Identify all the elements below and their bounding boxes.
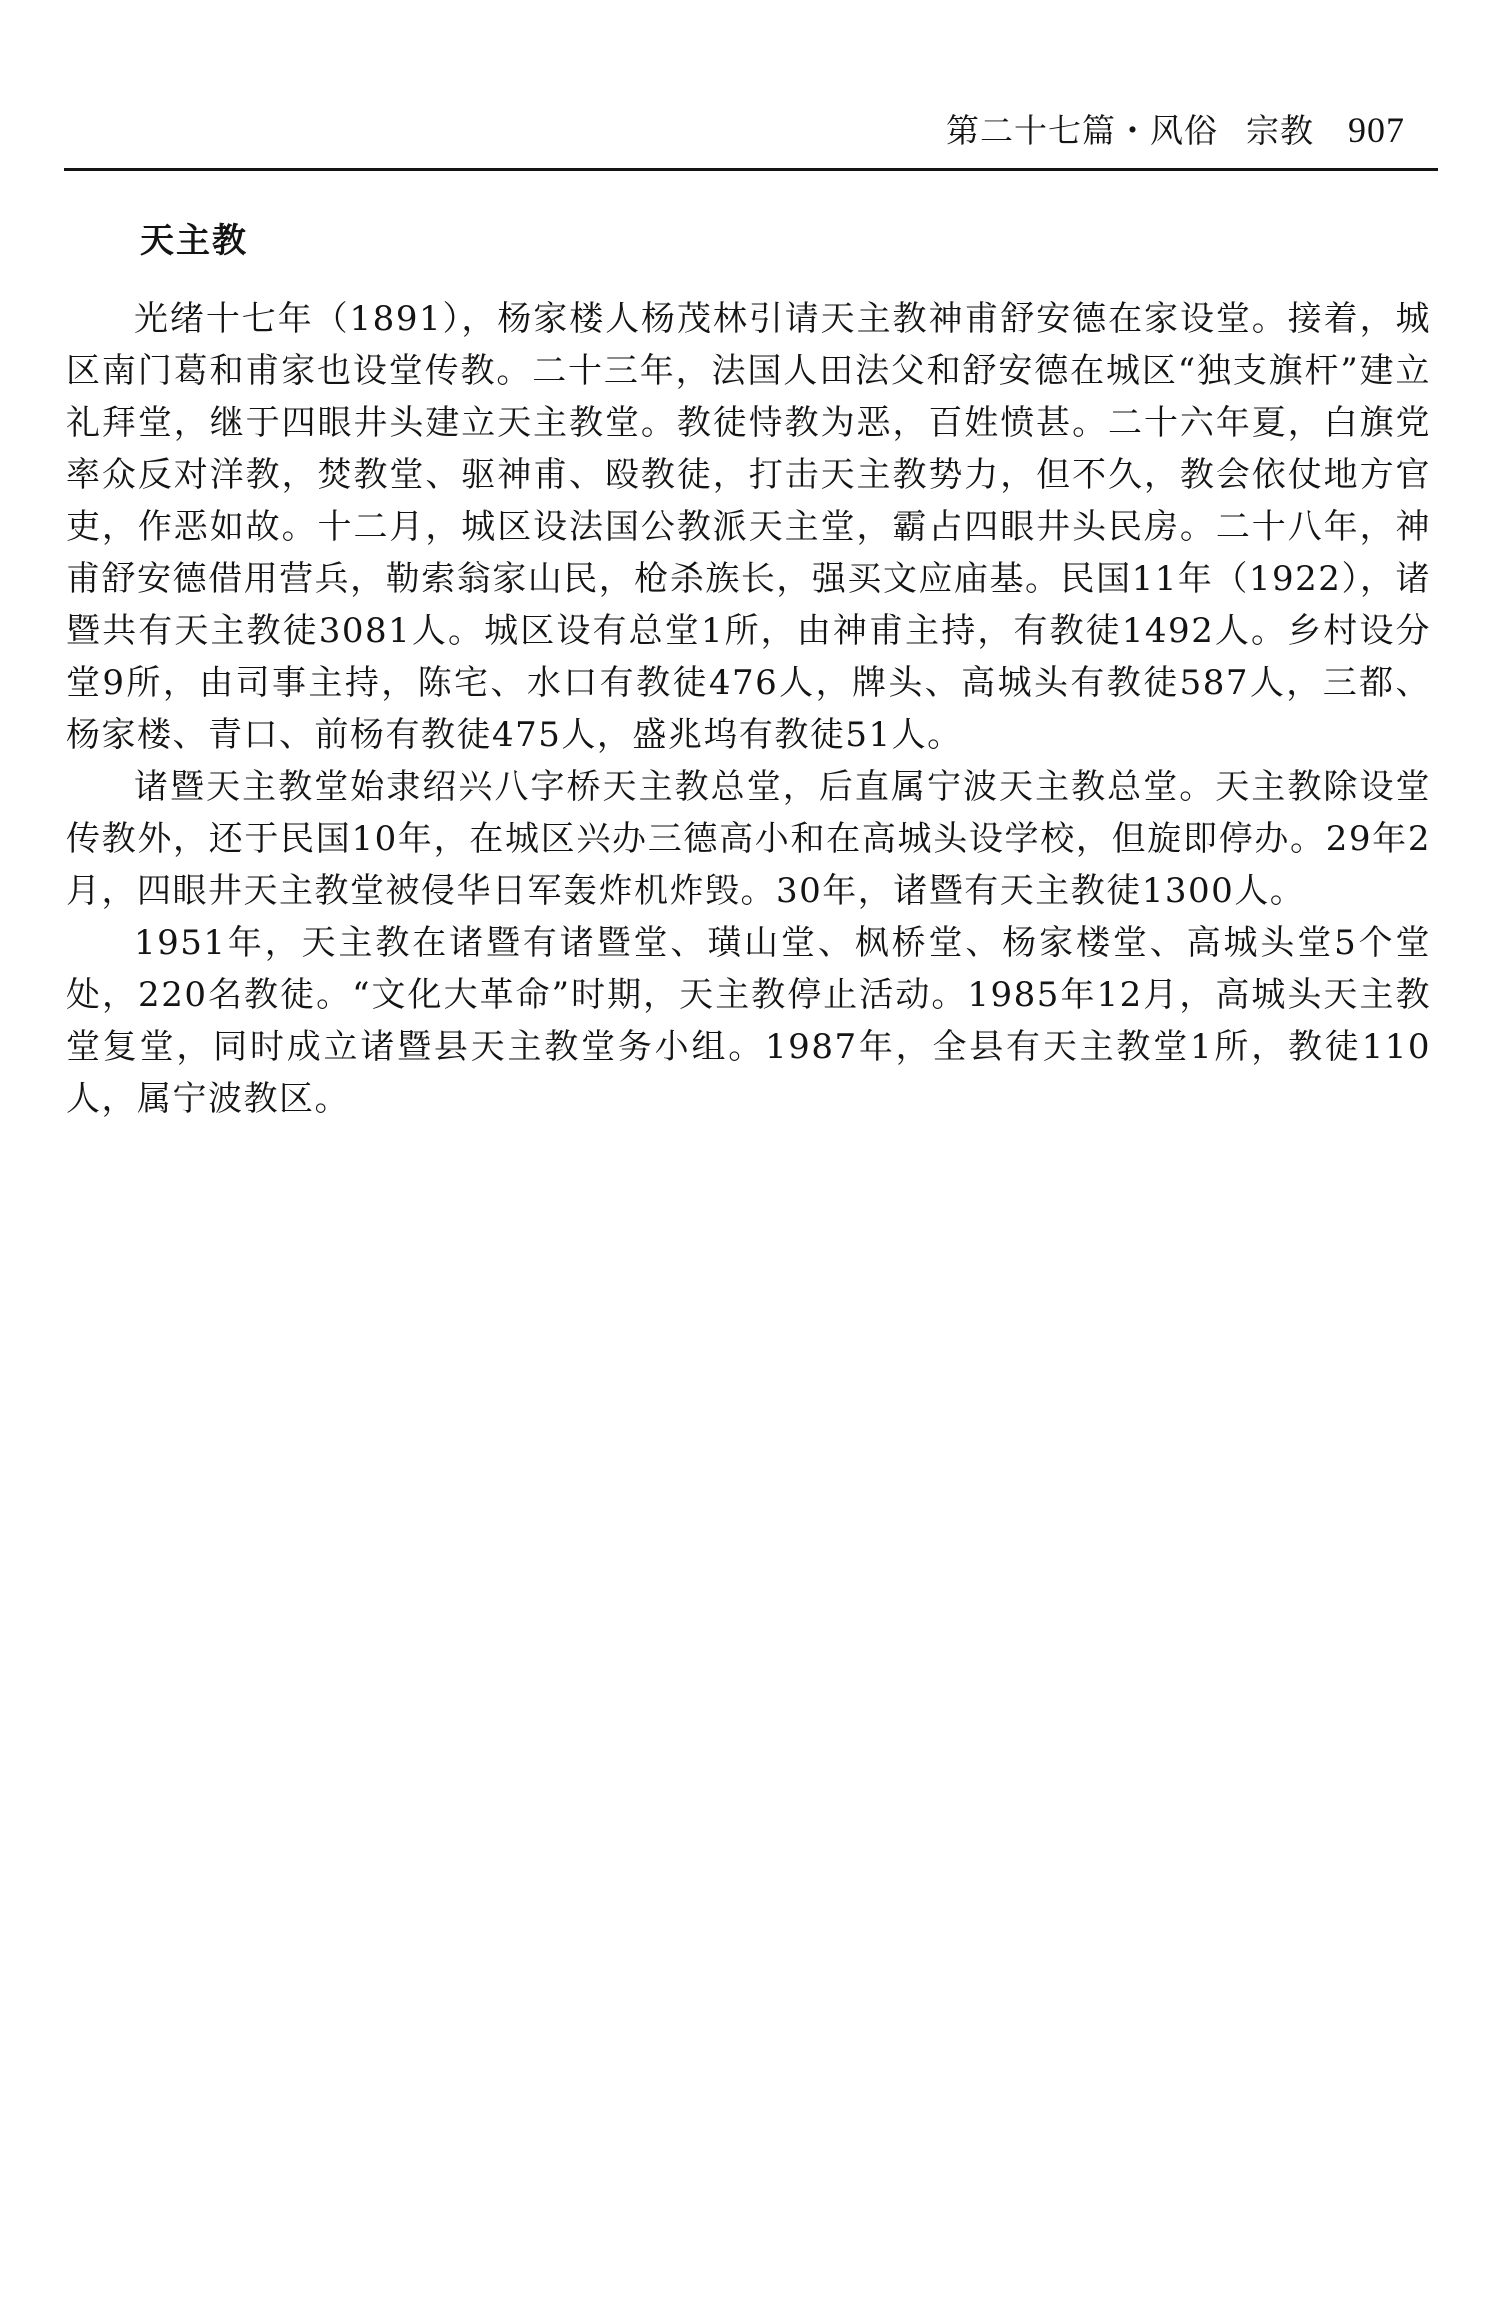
header-section: 宗教 — [1246, 111, 1314, 150]
body-text — [66, 293, 1431, 1125]
paragraph: 诸暨天主教堂始隶绍兴八字桥天主教总堂，后直属宁波天主教总堂。天主教除设堂传教外，还于民国10年，在城区兴办三德高小和在高城头设学校，但旋即停办。29年2月，四眼井天主教堂被侵华日军轰炸机炸毁。30年，诸暨有天主教徒1300人。 — [66, 767, 1431, 911]
section-title: 天主教 — [140, 221, 248, 261]
header-divider — [64, 168, 1438, 171]
header-chapter: 第二十七篇・风俗 — [946, 111, 1218, 150]
paragraph: 1951年，天主教在诸暨有诸暨堂、璜山堂、枫桥堂、杨家楼堂、高城头堂5个堂处，220名教徒。“文化大革命”时期，天主教停止活动。1985年12月，高城头天主教堂复堂，同时成立诸暨县天主教堂务小组。1987年，全县有天主教堂1所，教徒110人，属宁波教区。 — [66, 923, 1431, 1119]
running-header — [946, 112, 1405, 148]
paragraph: 光绪十七年（1891），杨家楼人杨茂林引请天主教神甫舒安德在家设堂。接着，城区南门葛和甫家也设堂传教。二十三年，法国人田法父和舒安德在城区“独支旗杆”建立礼拜堂，继于四眼井头建立天主教堂。教徒恃教为恶，百姓愤甚。二十六年夏，白旗党率众反对洋教，焚教堂、驱神甫、殴教徒，打击天主教势力，但不久，教会依仗地方官吏，作恶如故。十二月，城区设法国公教派天主堂，霸占四眼井头民房。二十八年，神甫舒安德借用营兵，勒索翁家山民，枪杀族长，强买文应庙基。民国11年（1922），诸暨共有天主教徒3081人。城区设有总堂1所，由神甫主持，有教徒1492人。乡村设分堂9所，由司事主持，陈宅、水口有教徒476人，牌头、高城头有教徒587人，三都、杨家楼、青口、前杨有教徒475人，盛兆坞有教徒51人。 — [66, 299, 1431, 755]
page-number: 907 — [1348, 110, 1405, 150]
